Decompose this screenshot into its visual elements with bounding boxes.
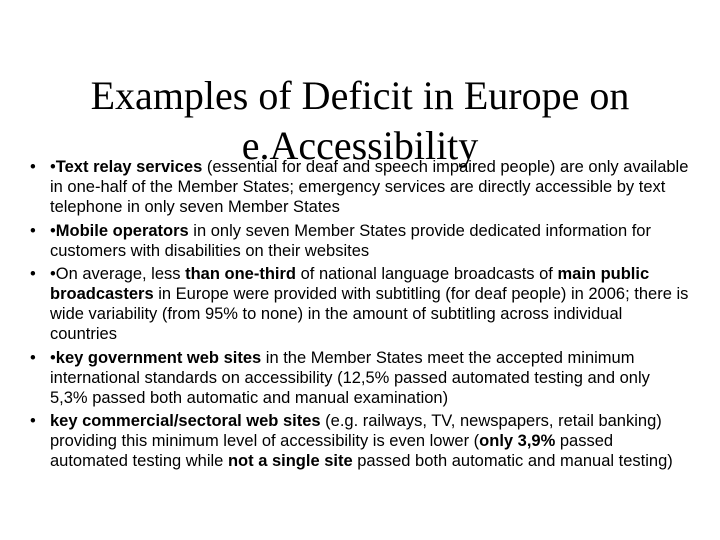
body-text: of national language broadcasts of	[296, 265, 558, 283]
slide-title	[40, 71, 680, 171]
body-text: passed automated testing while	[50, 432, 614, 470]
bold-term: Text relay services	[55, 158, 203, 176]
slide-title-line-2: e.Accessibility	[241, 122, 479, 168]
bullet-dot: •	[30, 221, 36, 240]
bullet-list	[30, 157, 690, 475]
inline-bullet: •	[50, 158, 56, 176]
body-text: passed both automatic and manual testing)	[352, 452, 673, 470]
inline-bullet: •	[50, 265, 56, 283]
slide-title-line-1: Examples of Deficit in Europe on	[90, 72, 630, 118]
bold-term: key commercial/sectoral web sites	[50, 412, 321, 430]
bullet-item-text-relay	[30, 157, 690, 217]
body-text: On average, less	[55, 265, 186, 283]
body-text: (e.g. railways, TV, newspapers, retail banking) providing this minimum level of accessibility is even lower (	[50, 412, 662, 450]
bold-term: than one-third	[185, 265, 297, 283]
bullet-text	[50, 348, 690, 408]
inline-bullet: •	[50, 221, 56, 240]
body-text: in Europe were provided with subtitling (for deaf people) in 2006; there is wide variability (from 95% to none) in the amount of subtitling across individual countries	[50, 285, 689, 343]
body-text: in the Member States meet the accepted minimum international standards on accessibility (12,5% passed automated testing and only 5,3% passed both automatic and manual examination)	[50, 348, 650, 407]
bold-term: not a single site	[227, 452, 353, 470]
bullet-item-government-sites	[30, 348, 690, 408]
bullet-text	[50, 221, 690, 261]
bullet-dot: •	[30, 158, 36, 176]
bullet-text	[50, 157, 690, 217]
bullet-text	[50, 411, 690, 471]
bullet-dot: •	[30, 265, 36, 283]
bullet-item-commercial-sites	[30, 411, 690, 471]
bold-term: key government web sites	[55, 348, 262, 367]
body-text: (essential for deaf and speech impaired people) are only available in one-half of the Member States; emergency services are directly accessible by text telephone in only seven Member States	[50, 158, 689, 216]
bold-term: only 3,9%	[479, 432, 556, 450]
bullet-item-broadcasting	[30, 264, 690, 344]
bullet-dot: •	[30, 412, 36, 430]
bold-term: Mobile operators	[55, 221, 189, 240]
body-text: in only seven Member States provide dedicated information for customers with disabilities on their websites	[50, 221, 651, 260]
bullet-dot: •	[30, 348, 36, 367]
bullet-item-mobile-operators	[30, 221, 690, 261]
bold-term: main public broadcasters	[50, 265, 650, 303]
inline-bullet: •	[50, 348, 56, 367]
bullet-text	[50, 264, 690, 344]
